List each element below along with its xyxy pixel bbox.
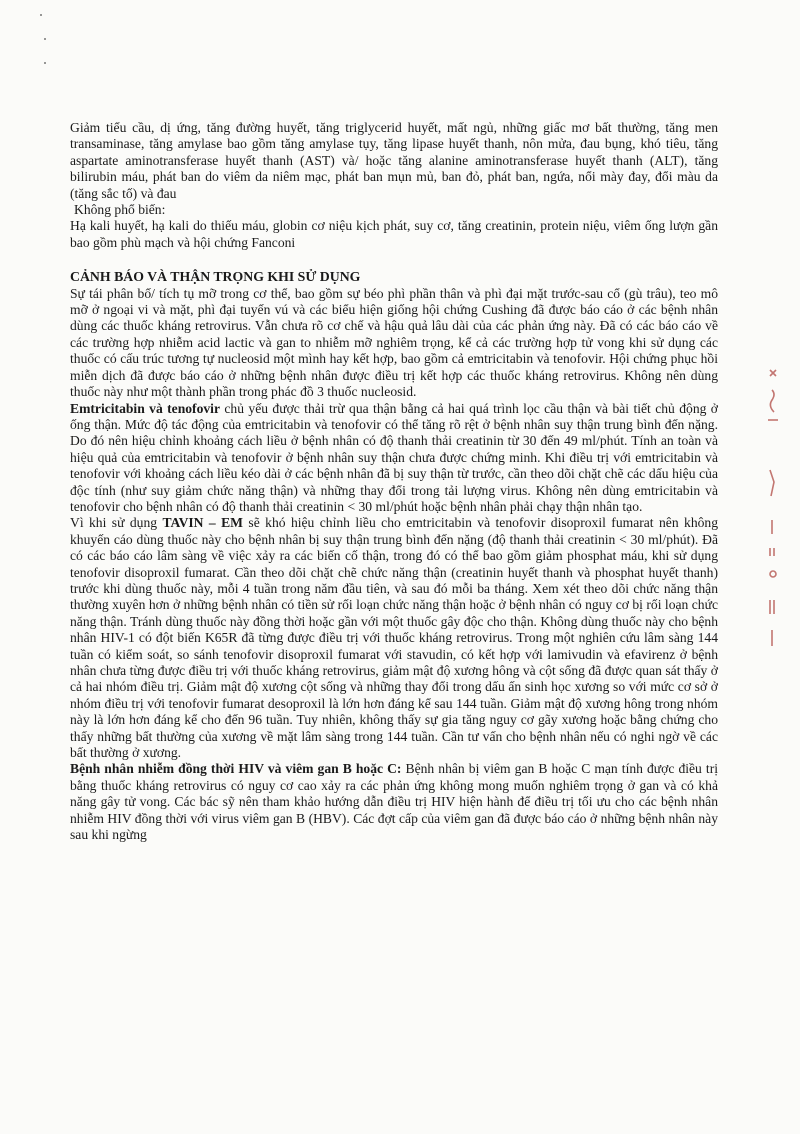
coinfection-label: Bệnh nhân nhiễm đồng thời HIV và viêm gan B hoặc C:: [70, 761, 402, 777]
stamp-mark: [770, 470, 774, 496]
renal-text: chủ yếu được thải trừ qua thận bằng cả hai quá trình lọc cầu thận và bài tiết chủ động ở ống thận. Mức độ tác động của emtricitabin và tenofovir có thể tăng rõ rệt ở bệnh nhân suy thận trung bình đến nặng. Do đó nên hiệu chỉnh khoảng cách liều ở bệnh nhân có độ thanh thải creatinin từ 30 đến 49 ml/phút. Tính an toàn và hiệu quả của emtricitabin và tenofovir ở bệnh nhân suy thận chưa được chứng minh. Khi điều trị với emtricitabin và tenofovir với khoảng cách liều kéo dài ở các bệnh nhân đã bị suy thận từ trước, cần theo dõi chặt chẽ các dấu hiệu của độc tính (như suy giảm chức năng thận) và những thay đổi trong tải lượng virus. Không nên dùng emtricitabin và tenofovir cho bệnh nhân có độ thanh thải creatinin < 30 ml/phút hoặc bệnh nhân phải chạy thận nhân tạo.: [70, 400, 718, 514]
stamp-fragment-graphic: [756, 360, 796, 660]
document-body: [70, 120, 718, 843]
scan-speck: [44, 38, 46, 40]
stamp-mark: [770, 571, 776, 577]
side-effects-common-list: Giảm tiểu cầu, dị ứng, tăng đường huyết, tăng triglycerid huyết, mất ngủ, những giấc mơ bất thường, tăng men transaminase, tăng amylase bao gồm tăng amylase tụy, tăng lipase huyết thanh, nôn mửa, đau bụng, khó tiêu, tăng aspartate aminotransferase huyết thanh (AST) và/ hoặc tăng alanine aminotransferase huyết thanh (ALT), tăng bilirubin máu, phát ban do viêm da niêm mạc, phát ban mụn mủ, ban đỏ, phát ban, ngứa, nổi mày đay, đổi màu da (tăng sắc tố) và đau: [70, 120, 718, 201]
warnings-heading: CẢNH BÁO VÀ THẬN TRỌNG KHI SỬ DỤNG: [70, 269, 361, 285]
product-name: TAVIN – EM: [162, 515, 244, 531]
scan-speck: [44, 62, 46, 64]
warnings-paragraph-fat-redistribution: Sự tái phân bố/ tích tụ mỡ trong cơ thể, bao gồm sự béo phì phần thân và phì đại mặt trước-sau cổ (gù trâu), teo mô mỡ ở ngoại vi và mặt, phì đại tuyến vú và các biểu hiện giống hội chứng Cushing đã được báo cáo ở các bệnh nhân dùng các thuốc kháng retrovirus. Vẫn chưa rõ cơ chế và hậu quả lâu dài của các phản ứng này. Đã có các báo cáo về các trường hợp nhiễm acid lactic và gan to nhiễm mỡ nghiêm trọng, kể cả các trường hợp tử vong khi sử dụng các thuốc có cấu trúc tương tự nucleosid một mình hay kết hợp, bao gồm cả emtricitabin và tenofovir. Hội chứng phục hồi miễn dịch đã được báo cáo ở những bệnh nhân được điều trị kết hợp các thuốc kháng retrovirus. Không nên dùng thuốc này như một thành phần trong phác đồ 3 thuốc nucleosid.: [70, 285, 718, 400]
warnings-paragraph-tavin: [70, 515, 718, 761]
renal-label: Emtricitabin và tenofovir: [70, 400, 220, 416]
coinfection-text: Bệnh nhân bị viêm gan B hoặc C mạn tính được điều trị bằng thuốc kháng retrovirus có nguy cơ cao xảy ra các phản ứng không mong muốn nghiêm trọng ở gan và có khả năng gây tử vong. Các bác sỹ nên tham khảo hướng dẫn điều trị HIV hiện hành để điều trị tối ưu cho các bệnh nhân nhiễm HIV đồng thời với virus viêm gan B (HBV). Các đợt cấp của viêm gan đã được báo cáo ở những bệnh nhân này sau khi ngừng: [70, 761, 718, 843]
warnings-paragraph-coinfection: [70, 761, 718, 843]
uncommon-label: Không phổ biến:: [74, 202, 166, 218]
scan-speck: [40, 14, 42, 16]
tavin-prefix: Vì khi sử dụng: [70, 515, 163, 531]
tavin-text: sẽ khó hiệu chỉnh liều cho emtricitabin và tenofovir disoproxil fumarat nên không khuyến cáo dùng thuốc này cho bệnh nhân bị suy thận trung bình đến nặng (độ thanh thải creatinin < 30 ml/phút). Đã có các báo cáo lâm sàng về việc xảy ra các biến cố thận, trong đó có thể bao gồm giảm phosphat máu, khi sử dụng tenofovir disoproxil fumarat. Cần theo dõi chặt chẽ chức năng thận (creatinin huyết thanh và phosphat huyết thanh) trước khi dùng thuốc này, mỗi 4 tuần trong năm đầu tiên, và sau đó mỗi ba tháng. Xem xét theo dõi chức năng thận thường xuyên hơn ở những bệnh nhân có tiền sử rối loạn chức năng thận hoặc ở bệnh nhân có nguy cơ bị rối loạn chức năng thận. Tránh dùng thuốc này đồng thời hoặc gần với một thuốc gây độc cho thận. Không dùng thuốc này cho bệnh nhân HIV-1 có đột biến K65R đã từng được điều trị với thuốc kháng retrovirus. Trong một nghiên cứu lâm sàng 144 tuần có kiểm soát, so sánh tenofovir disoproxil fumarat với stavudin, có kết hợp với lamivudin và efavirenz ở bệnh nhân chưa từng được điều trị với thuốc kháng retrovirus, giảm mật độ xương hông và cột sống đã được quan sát thấy ở cả hai nhóm điều trị. Giảm mật độ xương cột sống và những thay đổi trong dấu ấn sinh học xương so với mức cơ sở ở nhóm điều trị với tenofovir fumarat desoproxil là lớn hơn đáng kể sau 144 tuần. Giảm mật độ xương hông trong nhóm này là lớn hơn đáng kể cho đến 96 tuần. Tuy nhiên, không thấy sự gia tăng nguy cơ gãy xương hoặc bằng chứng cho thấy những bất thường của xương về mặt lâm sàng trong 144 tuần. Cần tư vấn cho bệnh nhân nếu có nghi ngờ về các bất thường ở xương.: [70, 515, 719, 761]
side-effects-uncommon-list: Hạ kali huyết, hạ kali do thiếu máu, globin cơ niệu kịch phát, suy cơ, tăng creatinin, protein niệu, viêm ống lượn gần bao gồm phù mạch và hội chứng Fanconi: [70, 218, 718, 250]
warnings-paragraph-renal: [70, 401, 718, 516]
stamp-mark: [770, 390, 774, 412]
stamp-mark: [770, 370, 776, 376]
stamp-mark: [770, 548, 774, 556]
stamp-mark: [770, 600, 774, 614]
